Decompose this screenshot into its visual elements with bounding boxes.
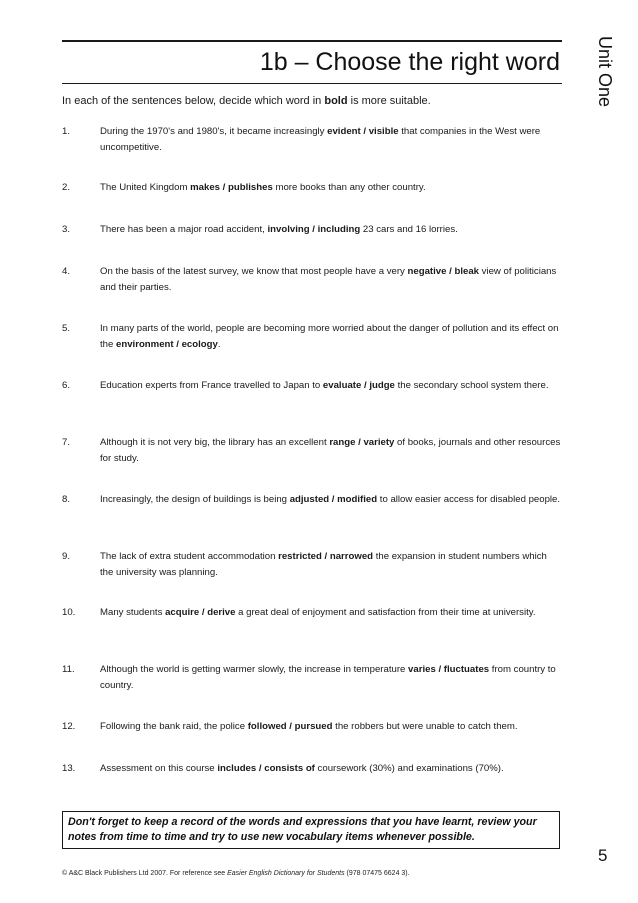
copyright-footer: © A&C Black Publishers Ltd 2007. For reference see Easier English Dictionary for Students (978 07475 6624 3). xyxy=(62,870,410,877)
word-choice-2: consists of xyxy=(264,763,315,774)
sentence-text: 23 cars and 16 lorries. xyxy=(360,224,458,235)
word-choice-1: evaluate xyxy=(322,380,362,391)
sentence-text: During the 1970's and 1980's, it became increasingly xyxy=(100,126,328,137)
word-choice-2: judge xyxy=(369,380,395,391)
word-choice-1: makes xyxy=(190,182,220,193)
item-sentence xyxy=(100,761,562,777)
sentence-text: Assessment on this course xyxy=(100,763,218,774)
word-separator: / xyxy=(321,551,330,562)
sentence-text: Although it is not very big, the library has an excellent xyxy=(100,437,330,448)
word-separator: / xyxy=(329,494,338,505)
sentence-text: . xyxy=(217,339,221,350)
item-number: 3. xyxy=(62,224,71,235)
sentence-text: On the basis of the latest survey, we know that most people have a very xyxy=(100,266,408,277)
item-sentence xyxy=(100,124,562,156)
sentence-text: Increasingly, the design of buildings is being xyxy=(100,494,290,505)
word-separator: / xyxy=(435,664,444,675)
sentence-text: coursework (30%) and examinations (70%). xyxy=(314,763,504,774)
item-sentence xyxy=(100,180,562,196)
item-sentence xyxy=(100,222,562,238)
word-separator: / xyxy=(360,126,369,137)
word-separator: / xyxy=(446,266,455,277)
word-choice-1: range xyxy=(329,437,356,448)
sentence-text: of books, journals and other resources for study. xyxy=(100,437,561,464)
sentence-text: Following the bank raid, the police xyxy=(100,721,248,732)
sentence-text: the expansion in student numbers which the university was planning. xyxy=(100,551,547,578)
item-sentence xyxy=(100,378,562,394)
item-number: 12. xyxy=(62,721,76,732)
page-title: 1b – Choose the right word xyxy=(259,48,560,76)
word-choice-2: ecology xyxy=(181,339,218,350)
word-separator: / xyxy=(361,380,370,391)
item-number: 13. xyxy=(62,763,76,774)
word-separator: / xyxy=(286,721,295,732)
word-choice-2: variety xyxy=(363,437,395,448)
word-choice-2: derive xyxy=(207,607,236,618)
sentence-text: The United Kingdom xyxy=(100,182,191,193)
word-choice-2: pursued xyxy=(294,721,333,732)
item-number: 10. xyxy=(62,607,76,618)
item-number: 2. xyxy=(62,182,71,193)
item-sentence xyxy=(100,264,562,296)
word-choice-1: followed xyxy=(247,721,287,732)
instructions: In each of the sentences below, decide which word in bold is more suitable. xyxy=(62,95,431,107)
item-number: 4. xyxy=(62,266,71,277)
item-sentence xyxy=(100,719,562,735)
sentence-text: the robbers but were unable to catch them. xyxy=(332,721,518,732)
item-number: 8. xyxy=(62,494,71,505)
word-choice-1: restricted xyxy=(278,551,322,562)
word-choice-1: negative xyxy=(407,266,447,277)
sentence-text: The lack of extra student accommodation xyxy=(100,551,279,562)
word-choice-1: includes xyxy=(217,763,257,774)
word-choice-2: modified xyxy=(337,494,378,505)
item-sentence xyxy=(100,662,562,694)
item-number: 7. xyxy=(62,437,71,448)
sentence-text: from country to country. xyxy=(100,664,556,691)
word-choice-2: fluctuates xyxy=(443,664,490,675)
item-number: 6. xyxy=(62,380,71,391)
sentence-text: In many parts of the world, people are becoming more worried about the danger of pollution and its effect on the xyxy=(100,323,559,350)
item-number: 1. xyxy=(62,126,71,137)
sentence-text: There has been a major road accident, xyxy=(100,224,268,235)
sentence-text: a great deal of enjoyment and satisfaction from their time at university. xyxy=(235,607,536,618)
sentence-text: Although the world is getting warmer slowly, the increase in temperature xyxy=(100,664,409,675)
word-choice-1: environment xyxy=(116,339,174,350)
title-rule xyxy=(62,83,562,84)
page-number: 5 xyxy=(598,846,608,865)
top-rule xyxy=(62,40,562,42)
sentence-text: more books than any other country. xyxy=(272,182,426,193)
item-sentence xyxy=(100,492,562,508)
item-sentence xyxy=(100,549,562,581)
word-choice-1: varies xyxy=(408,664,436,675)
reminder-box: Don't forget to keep a record of the words and expressions that you have learnt, review your notes from time to time and try to use new vocabulary items whenever possible. xyxy=(62,811,560,849)
word-separator: / xyxy=(309,224,318,235)
word-separator: / xyxy=(173,339,182,350)
item-number: 11. xyxy=(62,664,75,675)
sentence-text: the secondary school system there. xyxy=(394,380,549,391)
item-sentence xyxy=(100,321,562,353)
word-choice-2: bleak xyxy=(454,266,479,277)
word-choice-1: evident xyxy=(327,126,361,137)
word-separator: / xyxy=(199,607,208,618)
word-choice-1: involving xyxy=(267,224,310,235)
sentence-text: Education experts from France travelled to Japan to xyxy=(100,380,323,391)
sentence-text: view of politicians and their parties. xyxy=(100,266,557,293)
word-separator: / xyxy=(355,437,364,448)
word-choice-1: adjusted xyxy=(289,494,330,505)
word-separator: / xyxy=(220,182,228,193)
sentence-text: to allow easier access for disabled people. xyxy=(377,494,561,505)
word-choice-2: publishes xyxy=(228,182,273,193)
word-separator: / xyxy=(256,763,265,774)
word-choice-2: including xyxy=(317,224,361,235)
sentence-text: Many students xyxy=(100,607,166,618)
word-choice-1: acquire xyxy=(165,607,200,618)
word-choice-2: narrowed xyxy=(329,551,374,562)
sentence-text: that companies in the West were uncompetitive. xyxy=(100,126,541,153)
item-number: 5. xyxy=(62,323,71,334)
unit-tab: Unit One xyxy=(595,36,615,108)
word-choice-2: visible xyxy=(368,126,399,137)
item-number: 9. xyxy=(62,551,71,562)
item-sentence xyxy=(100,605,562,621)
item-sentence xyxy=(100,435,562,467)
